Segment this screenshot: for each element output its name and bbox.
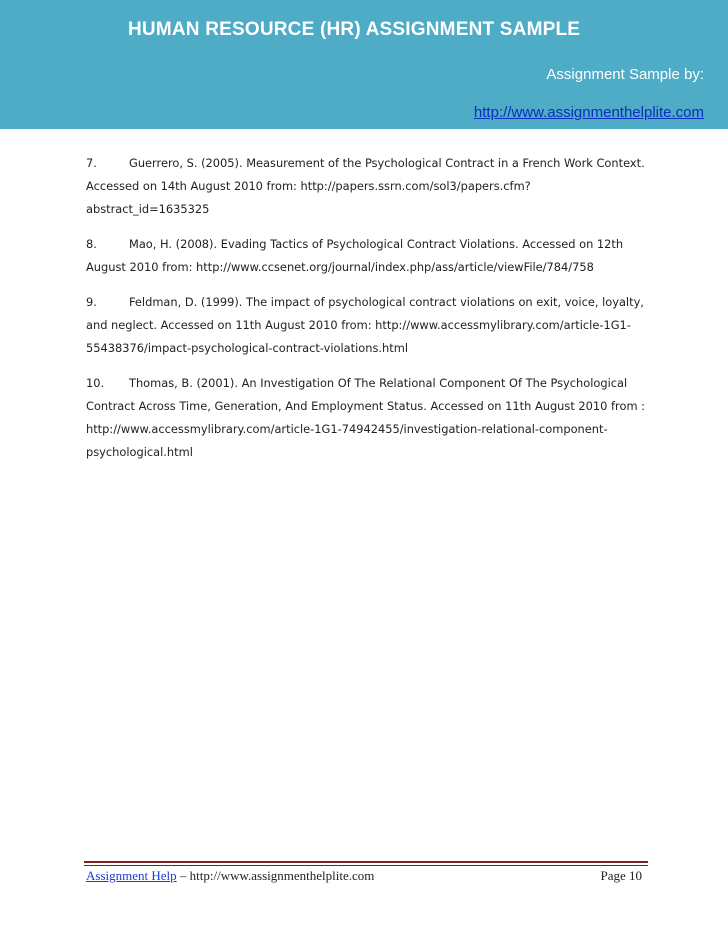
footer-divider-thin: [84, 865, 648, 866]
assignment-help-link[interactable]: Assignment Help: [86, 868, 177, 883]
footer-divider: [84, 861, 648, 863]
document-title: HUMAN RESOURCE (HR) ASSIGNMENT SAMPLE: [128, 19, 581, 40]
assignment-sample-by: Assignment Sample by:: [546, 66, 704, 83]
reference-item: [86, 233, 646, 279]
reference-text: Mao, H. (2008). Evading Tactics of Psychological Contract Violations. Accessed on 12th August 2010 from: http://www.ccsenet.org/journal/index.php/ass/article/viewFile/784/758: [86, 237, 624, 274]
page-header: [0, 0, 728, 129]
reference-item: [86, 291, 646, 360]
reference-number: 10.: [86, 376, 105, 390]
reference-number: 9.: [86, 295, 97, 309]
header-url-link[interactable]: http://www.assignmenthelplite.com: [473, 104, 704, 121]
reference-item: [86, 372, 646, 464]
reference-text: Feldman, D. (1999). The impact of psychological contract violations on exit, voice, loyalty, and neglect. Accessed on 11th August 2010 from: http://www.accessmylibrary.com/article-1G1-55438376/impact-psychological-contract-violations.html: [86, 295, 644, 355]
reference-number: 8.: [86, 237, 97, 251]
reference-number: 7.: [86, 156, 97, 170]
footer-url-text: – http://www.assignmenthelplite.com: [176, 868, 375, 883]
reference-item: [86, 152, 646, 221]
page-number: Page 10: [600, 868, 642, 883]
reference-text: Thomas, B. (2001). An Investigation Of The Relational Component Of The Psychological Contract Across Time, Generation, And Employment Status. Accessed on 11th August 2010 from : http://www.accessmylibrary.com/article-1G1-74942455/investigation-relational-component-psychological.html: [86, 376, 645, 459]
reference-text: Guerrero, S. (2005). Measurement of the Psychological Contract in a French Work Context. Accessed on 14th August 2010 from: http://papers.ssrn.com/sol3/papers.cfm?abstract_id=1635325: [86, 156, 645, 216]
reference-list: [86, 152, 646, 476]
footer-credit: [86, 868, 374, 884]
